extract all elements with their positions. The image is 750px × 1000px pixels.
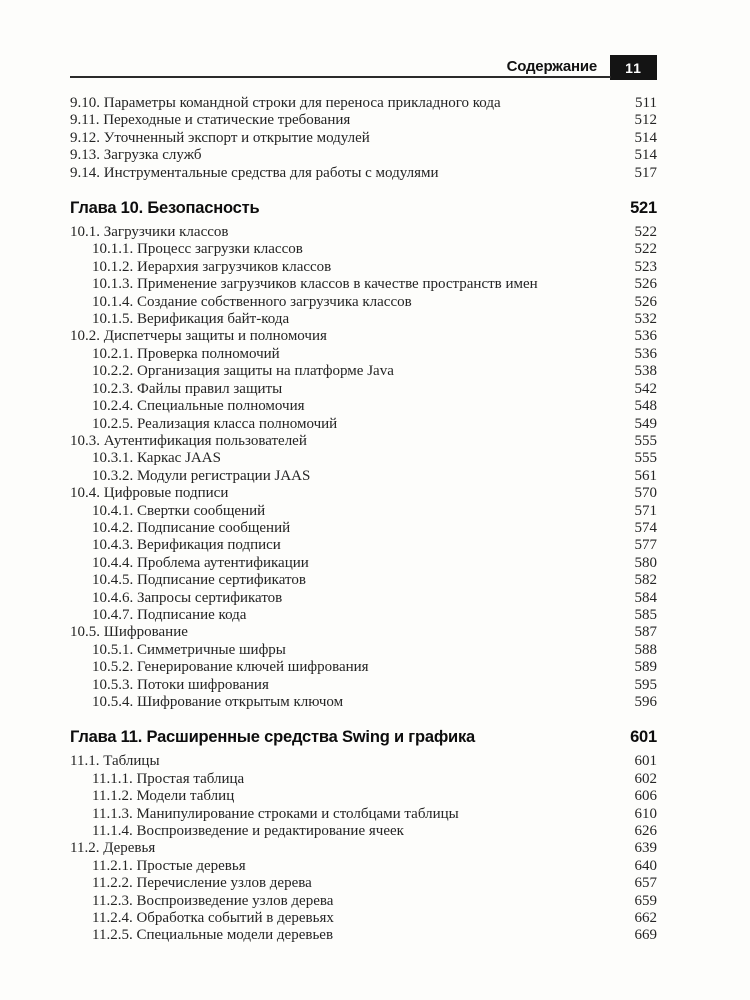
toc-entry-title: 10.5.3. Потоки шифрования: [92, 676, 269, 693]
toc-entry-page: 536: [634, 345, 657, 362]
toc-entry-page: 585: [634, 606, 657, 623]
toc-entry-page: 538: [634, 363, 657, 380]
toc-entry: [70, 468, 657, 485]
toc-entry-page: 580: [634, 554, 657, 571]
toc-entry-title: Глава 10. Безопасность: [70, 199, 260, 218]
toc-entry-title: 10.4.5. Подписание сертификатов: [92, 572, 306, 589]
toc-entry-page: 662: [634, 910, 657, 927]
page-number: 11: [625, 59, 642, 76]
page-content: [70, 55, 657, 945]
toc-entry-title: 11.2.3. Воспроизведение узлов дерева: [92, 892, 334, 909]
toc-entry-title: 11.2.5. Специальные модели деревьев: [92, 927, 334, 944]
toc-entry-page: 561: [634, 467, 657, 484]
toc-entry-title: 10.2.4. Специальные полномочия: [92, 398, 305, 415]
toc-entry-title: 10.4.2. Подписание сообщений: [92, 519, 291, 536]
toc-entry-title: 10.5. Шифрование: [70, 624, 188, 641]
toc-entry: [70, 147, 657, 164]
toc-entry: [70, 624, 657, 641]
toc-entry-title: 10.2.1. Проверка полномочий: [92, 345, 280, 362]
toc-entry-page: 596: [634, 694, 657, 710]
header-rule: [70, 76, 611, 78]
toc-entry-page: 582: [634, 572, 657, 589]
toc-entry-page: 602: [634, 770, 657, 787]
page-number-badge: [610, 55, 657, 80]
toc-entry-page: 536: [634, 328, 657, 345]
toc-entry: [70, 788, 657, 805]
toc-entry: [70, 433, 657, 450]
toc-entry: [70, 520, 657, 537]
toc-entry-page: 610: [634, 805, 657, 822]
toc-entry: [70, 130, 657, 147]
toc-entry-title: 11.1. Таблицы: [70, 753, 160, 770]
toc-entry-title: 10.5.1. Симметричные шифры: [92, 641, 286, 658]
toc-entry-page: 532: [634, 311, 657, 328]
toc-entry-page: 517: [634, 164, 657, 181]
toc-entry: [70, 259, 657, 276]
toc-entry: [70, 381, 657, 398]
toc-entry: [70, 95, 657, 112]
toc-entry-page: 640: [634, 857, 657, 874]
toc-entry-title: 9.14. Инструментальные средства для работы с модулями: [70, 164, 439, 181]
toc-entry: [70, 112, 657, 129]
toc-entry-page: 587: [634, 624, 657, 641]
toc-entry-title: 10.1.5. Верификация байт-кода: [92, 311, 290, 328]
toc-entry: [70, 485, 657, 502]
toc-entry-page: 639: [634, 840, 657, 857]
toc-entry: [70, 893, 657, 910]
toc-entry: [70, 642, 657, 659]
toc-entry-title: 10.3. Аутентификация пользователей: [70, 432, 307, 449]
toc-entry-page: 526: [634, 276, 657, 293]
toc-entry: [70, 806, 657, 823]
toc-entry-page: 584: [634, 589, 657, 606]
toc-entry-page: 526: [634, 293, 657, 310]
toc-entry-title: 10.4.3. Верификация подписи: [92, 537, 281, 554]
toc-entry: [70, 328, 657, 345]
toc-entry-page: 514: [634, 147, 657, 164]
toc-entry-page: 570: [634, 485, 657, 502]
toc-entry: [70, 276, 657, 293]
toc-entry-page: 606: [634, 788, 657, 805]
toc-entry-title: Глава 11. Расширенные средства Swing и графика: [70, 728, 476, 747]
toc-entry-title: 9.11. Переходные и статические требования: [70, 112, 351, 129]
toc-entry-title: 10.1.3. Применение загрузчиков классов в качестве пространств имен: [92, 276, 538, 293]
toc-entry-title: 10.4.4. Проблема аутентификации: [92, 554, 309, 571]
toc-entry-title: 10.2.3. Файлы правил защиты: [92, 380, 283, 397]
toc-entry-page: 522: [634, 224, 657, 241]
toc-entry: [70, 363, 657, 380]
toc-entry: [70, 875, 657, 892]
toc-entry-title: 11.2.4. Обработка событий в деревьях: [92, 910, 334, 927]
toc-entry-title: 10.1. Загрузчики классов: [70, 224, 229, 241]
toc-entry-page: 571: [634, 502, 657, 519]
toc-entry: [70, 910, 657, 927]
toc-entry-title: 11.2. Деревья: [70, 840, 156, 857]
toc-entry-title: 11.1.1. Простая таблица: [92, 770, 245, 787]
toc-entry-title: 11.2.2. Перечисление узлов дерева: [92, 875, 312, 892]
toc-entry-title: 10.2.2. Организация защиты на платформе Java: [92, 363, 394, 380]
toc-chapter-entry: [70, 724, 657, 750]
toc-entry-title: 10.1.2. Иерархия загрузчиков классов: [92, 258, 332, 275]
page-header: [70, 55, 657, 80]
toc-entry-page: 595: [634, 676, 657, 693]
toc-entry: [70, 677, 657, 694]
toc-entry-page: 549: [634, 415, 657, 432]
toc-entry-title: 10.4.1. Свертки сообщений: [92, 502, 266, 519]
toc-entry: [70, 572, 657, 589]
toc-entry-page: 669: [634, 927, 657, 944]
toc-entry: [70, 823, 657, 840]
toc-entry: [70, 241, 657, 258]
toc-chapter-entry: [70, 195, 657, 221]
toc-entry-title: 9.10. Параметры командной строки для переноса прикладного кода: [70, 95, 501, 111]
toc-entry-title: 10.1.1. Процесс загрузки классов: [92, 241, 303, 258]
toc-entry-title: 9.13. Загрузка служб: [70, 147, 202, 164]
toc-entry: [70, 294, 657, 311]
toc-entry-title: 10.3.1. Каркас JAAS: [92, 450, 221, 467]
toc-entry-title: 11.1.4. Воспроизведение и редактирование ячеек: [92, 823, 404, 840]
toc-entry-title: 10.3.2. Модули регистрации JAAS: [92, 467, 311, 484]
toc-entry-title: 11.1.3. Манипулирование строками и столбцами таблицы: [92, 805, 459, 822]
toc-entry: [70, 858, 657, 875]
toc-entry-page: 542: [634, 380, 657, 397]
toc-entry-title: 9.12. Уточненный экспорт и открытие модулей: [70, 129, 370, 146]
toc-entry-page: 514: [634, 129, 657, 146]
toc-entry-title: 10.4. Цифровые подписи: [70, 485, 229, 502]
toc-entry: [70, 416, 657, 433]
toc-entry-title: 10.5.4. Шифрование открытым ключом: [92, 694, 344, 710]
toc-entry: [70, 503, 657, 520]
toc-entry: [70, 165, 657, 182]
toc-entry: [70, 753, 657, 770]
toc-entry-page: 521: [630, 199, 657, 218]
toc-entry: [70, 346, 657, 363]
toc-entry-page: 589: [634, 659, 657, 676]
toc-entry-title: 10.2.5. Реализация класса полномочий: [92, 415, 338, 432]
toc-entry-page: 522: [634, 241, 657, 258]
toc-entry: [70, 450, 657, 467]
toc-entry: [70, 555, 657, 572]
toc-entry: [70, 694, 657, 711]
toc-entry: [70, 927, 657, 944]
toc-entry: [70, 607, 657, 624]
toc-entry-page: 548: [634, 398, 657, 415]
toc-entry: [70, 398, 657, 415]
toc-entry-page: 511: [635, 95, 657, 111]
toc-entry: [70, 537, 657, 554]
toc-entry-title: 10.1.4. Создание собственного загрузчика классов: [92, 293, 412, 310]
toc-entry-page: 512: [634, 112, 657, 129]
toc-entry-page: 659: [634, 892, 657, 909]
toc-entry-title: 11.2.1. Простые деревья: [92, 857, 246, 874]
toc-entry: [70, 840, 657, 857]
toc-entry: [70, 659, 657, 676]
toc-entry-page: 523: [634, 258, 657, 275]
running-head-title: Содержание: [506, 57, 597, 75]
toc-entry: [70, 590, 657, 607]
toc-entry-title: 10.4.7. Подписание кода: [92, 606, 247, 623]
toc-entry-title: 10.2. Диспетчеры защиты и полномочия: [70, 328, 327, 345]
toc-entry: [70, 224, 657, 241]
toc-entry-page: 574: [634, 519, 657, 536]
toc-entry-page: 657: [634, 875, 657, 892]
toc-entry: [70, 311, 657, 328]
toc-list: [70, 95, 657, 945]
toc-entry-page: 588: [634, 641, 657, 658]
toc-entry-page: 555: [634, 432, 657, 449]
toc-entry-page: 626: [634, 823, 657, 840]
toc-entry-page: 577: [634, 537, 657, 554]
toc-entry-page: 601: [634, 753, 657, 770]
toc-entry-title: 10.4.6. Запросы сертификатов: [92, 589, 283, 606]
toc-entry-title: 10.5.2. Генерирование ключей шифрования: [92, 659, 369, 676]
toc-entry-title: 11.1.2. Модели таблиц: [92, 788, 235, 805]
toc-entry-page: 555: [634, 450, 657, 467]
toc-entry: [70, 771, 657, 788]
toc-entry-page: 601: [630, 728, 657, 747]
